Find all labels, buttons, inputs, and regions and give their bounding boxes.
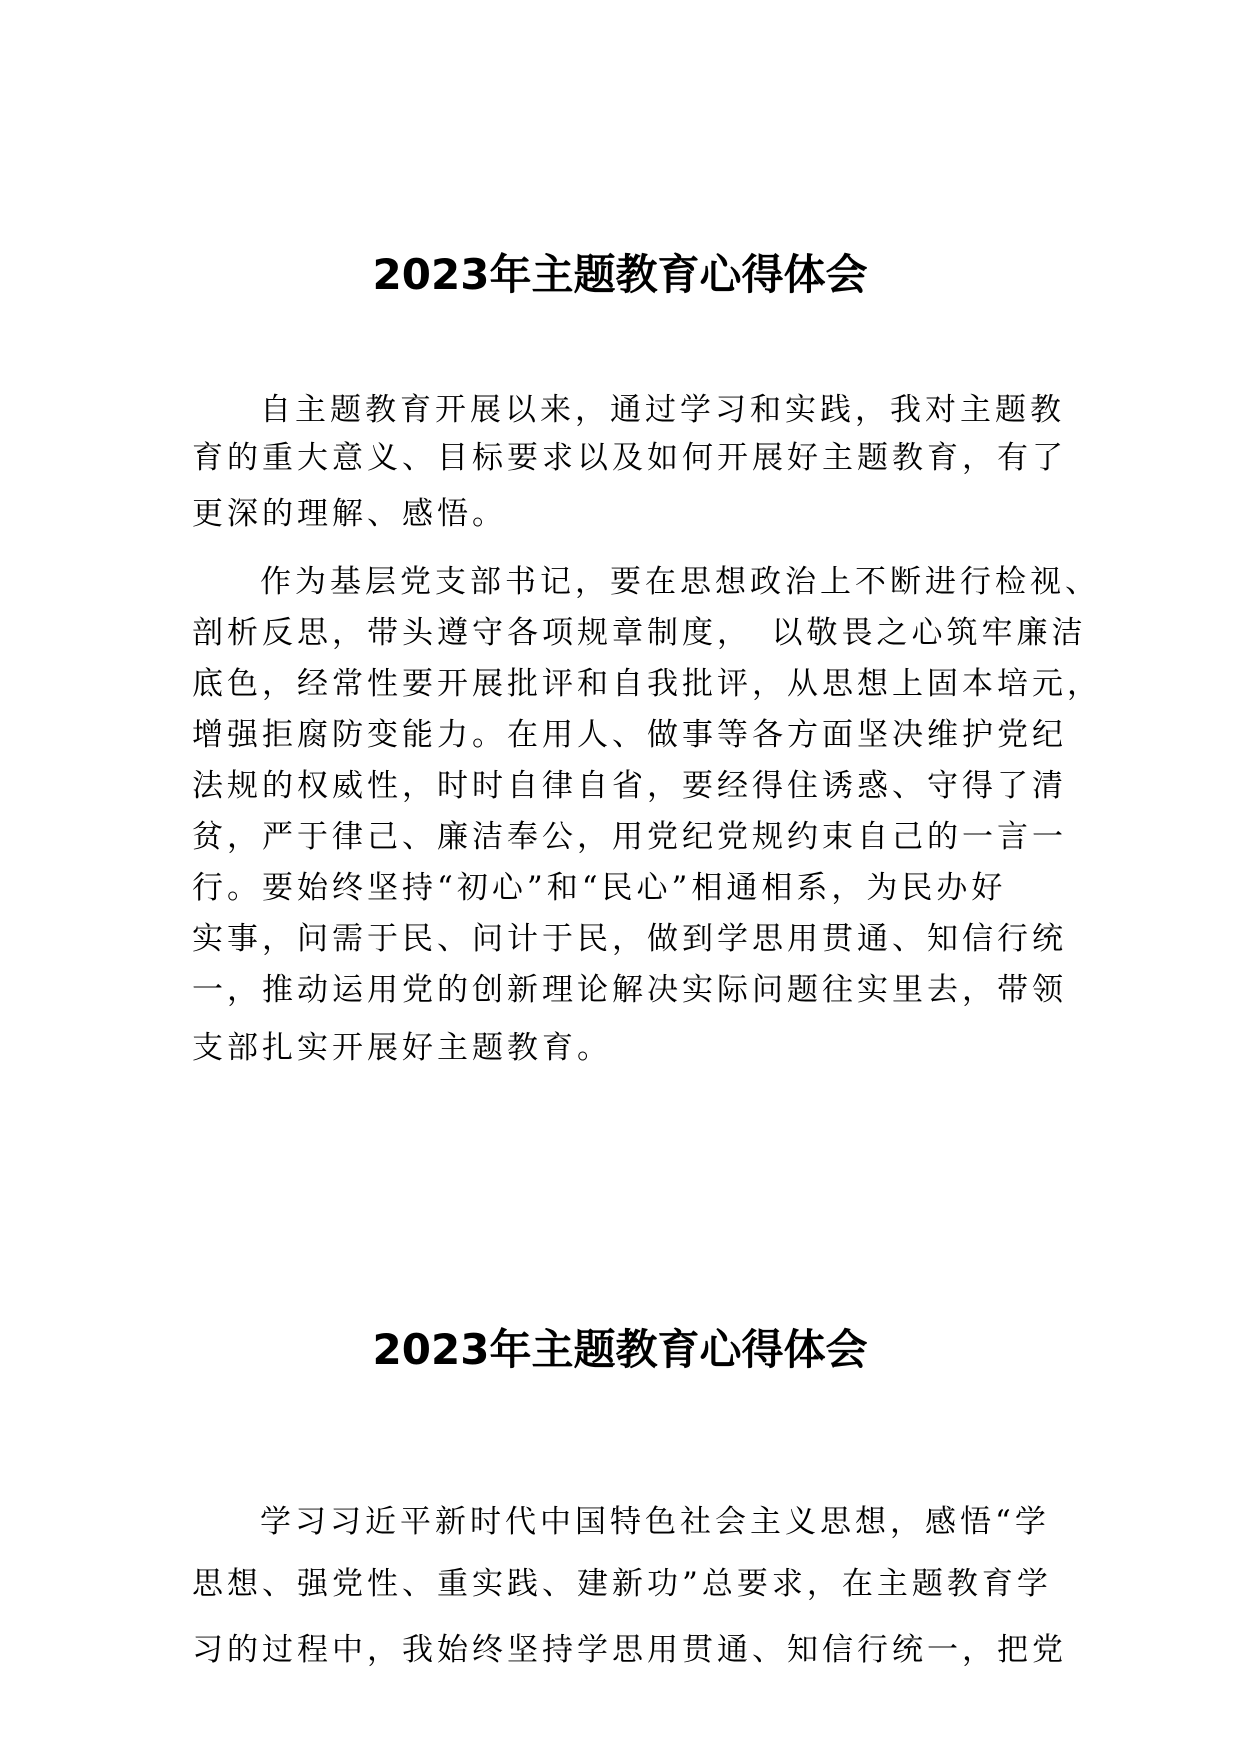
paragraph-line: 习的过程中，我始终坚持学思用贯通、知信行统一，把党 bbox=[192, 1632, 1067, 1668]
section-1-title: 2023年主题教育心得体会 bbox=[372, 250, 868, 299]
paragraph-line: 贫，严于律己、廉洁奉公，用党纪党规约束自己的一言一 bbox=[192, 819, 1067, 855]
section-2-title: 2023年主题教育心得体会 bbox=[372, 1325, 868, 1374]
paragraph-line: 思想、强党性、重实践、建新功”总要求，在主题教育学 bbox=[192, 1566, 1052, 1602]
paragraph-line: 行。要始终坚持“初心”和“民心”相通相系，为民办好 bbox=[192, 870, 1007, 906]
paragraph-line: 育的重大意义、目标要求以及如何开展好主题教育，有了 bbox=[192, 440, 1067, 476]
paragraph-line: 学习习近平新时代中国特色社会主义思想，感悟“学 bbox=[260, 1504, 1050, 1540]
paragraph-line: 底色，经常性要开展批评和自我批评，从思想上固本培元， bbox=[192, 666, 1102, 702]
paragraph-line: 一，推动运用党的创新理论解决实际问题往实里去，带领 bbox=[192, 972, 1067, 1008]
paragraph-line: 剖析反思，带头遵守各项规章制度， 以敬畏之心筑牢廉洁 bbox=[192, 615, 1087, 651]
paragraph-line: 支部扎实开展好主题教育。 bbox=[192, 1030, 612, 1066]
paragraph-line: 增强拒腐防变能力。在用人、做事等各方面坚决维护党纪 bbox=[192, 717, 1067, 753]
paragraph-line: 法规的权威性，时时自律自省，要经得住诱惑、守得了清 bbox=[192, 768, 1067, 804]
paragraph-line: 自主题教育开展以来，通过学习和实践，我对主题教 bbox=[260, 392, 1065, 428]
paragraph-line: 实事，问需于民、问计于民，做到学思用贯通、知信行统 bbox=[192, 921, 1067, 957]
paragraph-line: 作为基层党支部书记，要在思想政治上不断进行检视、 bbox=[260, 564, 1100, 600]
paragraph-line: 更深的理解、感悟。 bbox=[192, 496, 507, 532]
